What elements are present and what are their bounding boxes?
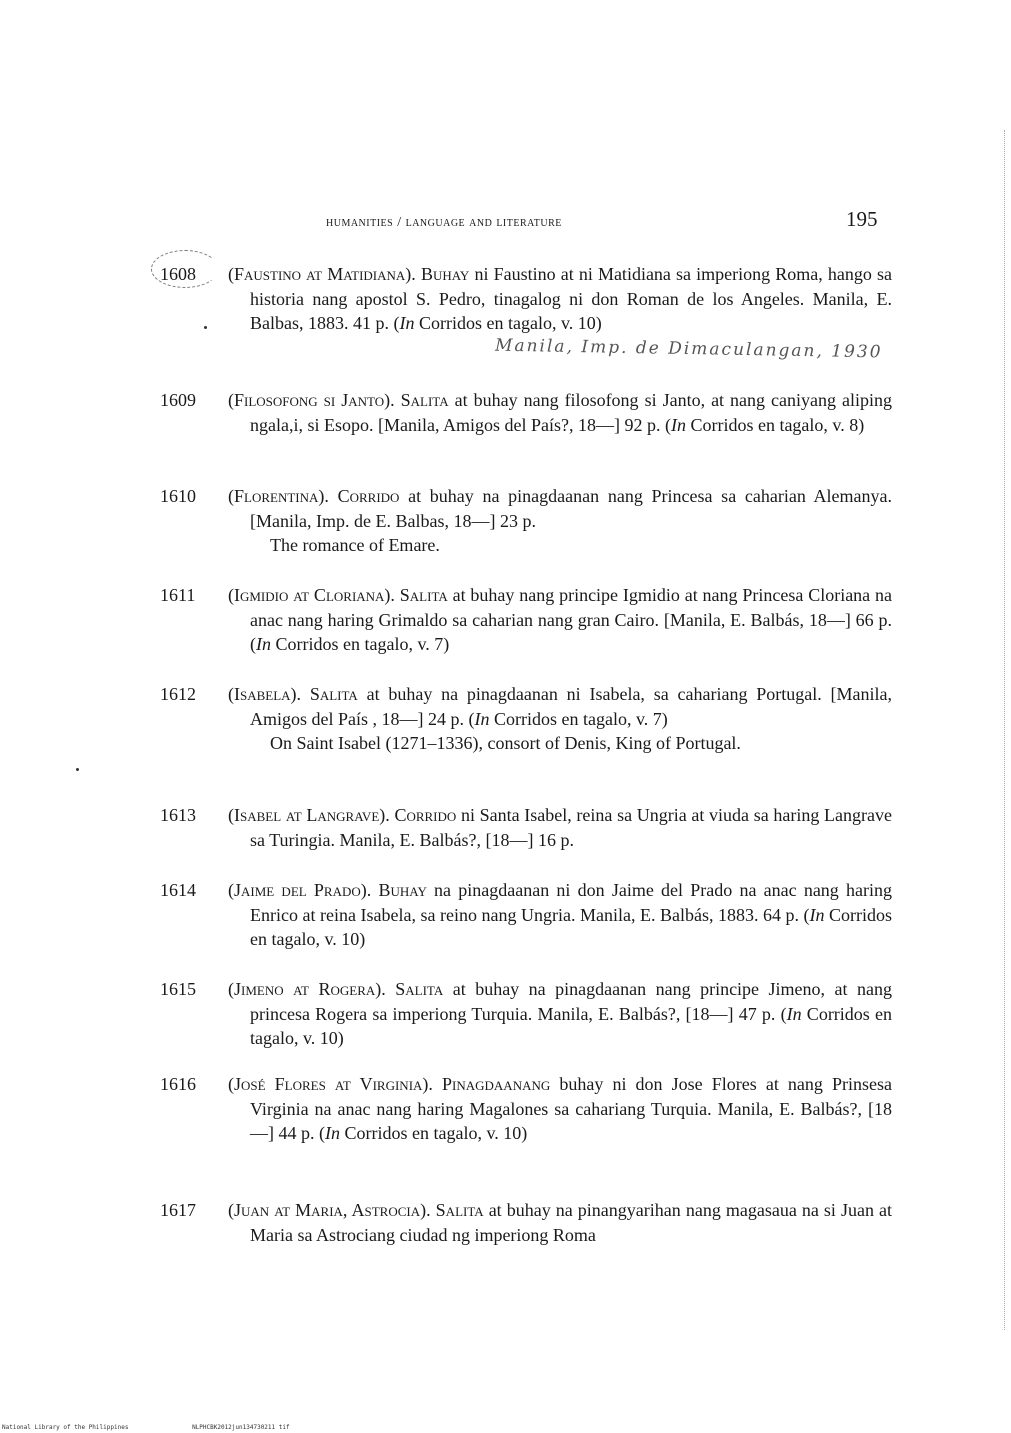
entry-text: at buhay na pinagdaanan ni Isabela, sa cahariang Portugal. [Manila, Amigos del País , 18—] 24 p. ( (250, 684, 892, 729)
scan-footer (2, 1424, 350, 1431)
entry-text: buhay ni don Jose Flores at nang Prinsesa Virginia na anac nang haring Magalones sa cahariang Turquia. Manila, E. Balbás?, [18—] 44 p. ( (250, 1074, 893, 1143)
page-number: 195 (846, 207, 878, 231)
entry-citation (228, 262, 892, 336)
entry-keyword: Salita (309, 684, 358, 704)
entry-keyword: Salita (399, 585, 448, 605)
entry-series: Corridos en tagalo, v. 7) (271, 634, 450, 654)
entry-number: 1614 (160, 880, 196, 900)
entry-citation (228, 388, 892, 437)
entry-series-marker: In (256, 634, 271, 654)
entry-body (228, 388, 892, 437)
entry-heading: (José Flores at Virginia). (228, 1074, 433, 1094)
entry-keyword: Salita (435, 1200, 484, 1220)
entry-text: at buhay nang principe Igmidio at nang Princesa Cloriana na anac nang haring Grimaldo sa caharian nang gran Cairo. [Manila, E. Balbás, 18—] 66 p. ( (250, 585, 892, 654)
entry-citation (228, 583, 892, 657)
entry-heading: (Isabel at Langrave). (228, 805, 390, 825)
entry-keyword: Corrido (337, 486, 400, 506)
entry-body (228, 803, 892, 852)
entry-heading: (Faustino at Matidiana). (228, 264, 416, 284)
entry-keyword: Buhay (420, 264, 470, 284)
running-title: humanities / language and literature (326, 215, 562, 230)
entry-number: 1609 (160, 390, 196, 410)
entry-number: 1613 (160, 805, 196, 825)
entry-keyword: Buhay (378, 880, 427, 900)
entry-series: Corridos en tagalo, v. 10) (250, 1003, 893, 1048)
entry-keyword: Salita (400, 390, 449, 410)
entry-heading: (Filosofong si Janto). (228, 390, 395, 410)
entry-number: 1616 (160, 1074, 196, 1094)
entry-body (228, 1198, 892, 1247)
entry-keyword: Pinagdaanang (442, 1074, 551, 1094)
entry-series-marker: In (670, 414, 686, 435)
entry-series: Corridos en tagalo, v. 7) (489, 708, 668, 729)
entry-heading: (Igmidio at Cloriana). (228, 585, 395, 605)
entry-series-marker: In (809, 904, 825, 925)
entry-note: The romance of Emare. (270, 535, 440, 555)
scan-edge-marks (1004, 130, 1006, 1330)
handwritten-circle-mark (151, 250, 219, 288)
entry-heading: (Jimeno at Rogera). (228, 979, 386, 999)
entry-citation (228, 1198, 892, 1247)
entry-body (228, 878, 892, 952)
handwritten-annotation: Manila, Imp. de Dimaculangan, 1930 (494, 335, 883, 363)
entry-note: On Saint Isabel (1271–1336), consort of Denis, King of Portugal. (270, 733, 741, 753)
entry-body (228, 682, 892, 756)
entry-series-marker: In (399, 313, 415, 333)
entry-heading: (Jaime del Prado). (228, 880, 372, 900)
entry-series-marker: In (786, 1003, 802, 1024)
footer-file-id: NLPHCBK2012jun134730211 tif (192, 1424, 290, 1431)
entry-text: at buhay na pinagdaanan nang Princesa sa caharian Alemanya. [Manila, Imp. de E. Balbas, 18—] 23 p. (250, 486, 892, 531)
entry-series-marker: In (474, 708, 490, 729)
entry-citation (228, 1072, 892, 1146)
entry-text: na pinagdaanan ni don Jaime del Prado na anac nang haring Enrico at reina Isabela, sa reino nang Ungria. Manila, E. Balbás, 1883. 64 p. ( (250, 880, 893, 925)
entry-number: 1615 (160, 979, 196, 999)
entry-number: 1608 (160, 264, 196, 284)
entry-heading: (Isabela). (228, 684, 302, 704)
entry-keyword: Corrido (394, 805, 457, 825)
entry-citation (228, 484, 892, 533)
entry-series: Corridos en tagalo, v. 10) (340, 1123, 528, 1143)
entry-body (228, 1072, 892, 1146)
footer-library: National Library of the Philippines (2, 1424, 129, 1431)
entry-text: ni Santa Isabel, reina sa Ungria at viuda sa haring Langrave sa Turingia. Manila, E. Balbás?, [18—] 16 p. (250, 805, 892, 850)
entry-number: 1612 (160, 684, 196, 704)
entry-keyword: Salita (395, 979, 444, 999)
entry-series: Corridos en tagalo, v. 10) (250, 904, 893, 949)
entry-series-marker: In (325, 1123, 340, 1143)
entry-text: at buhay na pinagdaanan nang principe Jimeno, at nang princesa Rogera sa imperiong Turquia. Manila, E. Balbás?, [18—] 47 p. ( (250, 979, 892, 1024)
entry-text: at buhay na pinangyarihan nang magasaua na si Juan at Maria sa Astrociang ciudad ng imperiong Roma (250, 1200, 893, 1245)
entry-series: Corridos en tagalo, v. 8) (685, 414, 865, 435)
entry-citation (228, 977, 892, 1051)
entry-body (228, 583, 892, 657)
entry-text: at buhay nang filosofong si Janto, at nang caniyang aliping ngala,i, si Esopo. [Manila, Amigos del País?, 18—] 92 p. ( (250, 390, 893, 435)
entry-number: 1610 (160, 486, 196, 506)
entry-series: Corridos en tagalo, v. 10) (414, 313, 602, 333)
entry-body (228, 977, 892, 1051)
entry-body (228, 484, 892, 558)
scan-speck (204, 326, 207, 329)
scan-speck (76, 768, 79, 771)
entry-number: 1617 (160, 1200, 196, 1220)
entry-citation (228, 682, 892, 731)
entry-text: ni Faustino at ni Matidiana sa imperiong Roma, hango sa historia nang apostol S. Pedro, tinagalog ni don Roman de los Angeles. Manila, E. Balbas, 1883. 41 p. ( (250, 264, 893, 333)
entry-heading: (Juan at Maria, Astrocia). (228, 1200, 431, 1220)
entry-body (228, 262, 892, 336)
page-header (0, 207, 1011, 243)
entry-number: 1611 (160, 585, 196, 605)
entry-citation (228, 878, 892, 952)
entry-citation (228, 803, 892, 852)
entry-heading: (Florentina). (228, 486, 329, 506)
